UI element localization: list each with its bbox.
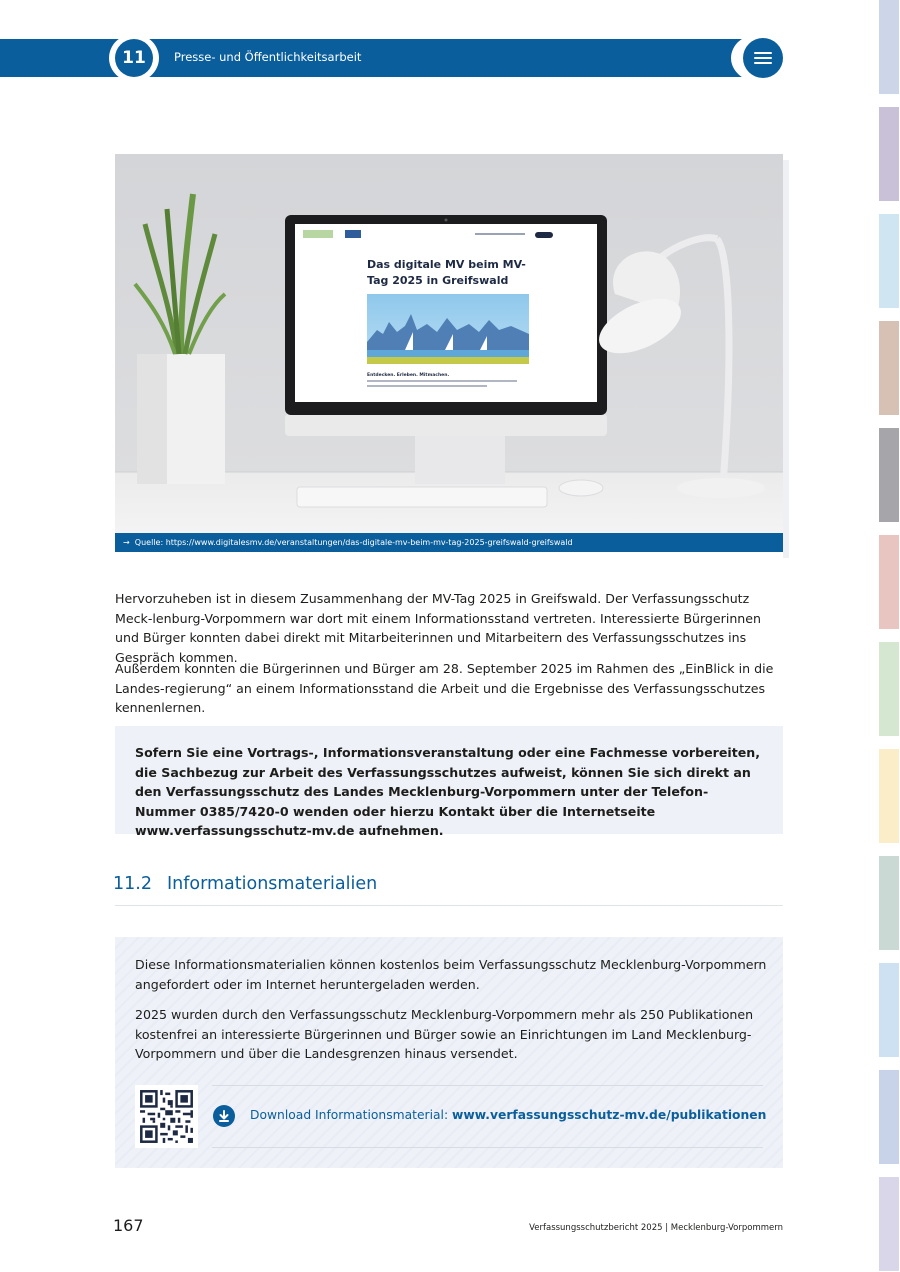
- chapter-tab-5[interactable]: [879, 428, 899, 522]
- chapter-tab-3[interactable]: [879, 214, 899, 308]
- figure-caption: [115, 533, 783, 552]
- qr-code-icon[interactable]: [135, 1085, 198, 1148]
- section-divider: [115, 905, 783, 906]
- page-number: 167: [113, 1216, 144, 1235]
- download-arrow-graphic: [213, 1105, 235, 1127]
- section-title: Informationsmaterialien: [167, 874, 378, 894]
- body-paragraph-1: Hervorzuheben ist in diesem Zusammenhang der MV-Tag 2025 in Greifswald. Der Verfassungsschutz Meck-lenburg-Vorpommern war dort mit einem Informationsstand vertreten. Interessierte Bürgerinnen und Bürger konnten dabei direkt mit Mitarbeiterinnen und Mitarbeitern des Verfassungsschutzes ins Gespräch kommen.: [115, 591, 762, 665]
- contact-info-box: [115, 726, 783, 838]
- download-line: [250, 1108, 766, 1122]
- figure-source-link[interactable]: Quelle: https://www.digitalesmv.de/veranstaltungen/das-digitale-mv-beim-mv-tag-2025-greifswald-greifswald: [134, 538, 573, 547]
- screen-subheading: Entdecken. Erleben. Mitmachen.: [367, 373, 450, 378]
- chapter-color-tabs: [879, 0, 899, 1272]
- figure-shadow: [783, 160, 789, 558]
- materials-paragraph-1: Diese Informationsmaterialien können kostenlos beim Verfassungsschutz Mecklenburg-Vorpommern angefordert oder im Internet heruntergeladen werden.: [135, 957, 767, 992]
- download-top-divider: [212, 1085, 763, 1086]
- chapter-tab-12[interactable]: [879, 1177, 899, 1271]
- chapter-tab-4[interactable]: [879, 321, 899, 415]
- chapter-tab-9[interactable]: [879, 856, 899, 950]
- chapter-tab-10[interactable]: [879, 963, 899, 1057]
- hamburger-menu-icon: [754, 57, 772, 59]
- qr-code-graphic: [135, 1085, 198, 1148]
- chapter-tab-2[interactable]: [879, 107, 899, 201]
- download-label: Download Informationsmaterial:: [250, 1108, 452, 1122]
- chapter-number: 11: [115, 39, 153, 77]
- hamburger-menu-icon: [754, 62, 772, 64]
- hamburger-menu-icon: [754, 52, 772, 54]
- chapter-tab-7[interactable]: [879, 642, 899, 736]
- chapter-tab-1[interactable]: [879, 0, 899, 94]
- screen-title-line2: Tag 2025 in Greifswald: [367, 274, 509, 287]
- materials-paragraph-2: 2025 wurden durch den Verfassungsschutz Mecklenburg-Vorpommern mehr als 250 Publikationen kostenfrei an interessierte Bürgerinnen und Bürger sowie an Einrichtungen im Land Mecklenburg-Vorpommern und über die Landesgrenzen hinaus versendet.: [135, 1007, 754, 1061]
- keyboard-illustration: [297, 487, 547, 507]
- screen-title-line1: Das digitale MV beim MV-: [367, 258, 526, 271]
- chapter-tab-11[interactable]: [879, 1070, 899, 1164]
- download-icon[interactable]: [213, 1105, 235, 1127]
- menu-button[interactable]: [743, 38, 783, 78]
- body-paragraph-2: Außerdem konnten die Bürgerinnen und Bürger am 28. September 2025 im Rahmen des „EinBlick in die Landes-regierung“ an einem Informationsstand die Arbeit und die Ergebnisse des Verfassungsschutzes kennenlernen.: [115, 661, 774, 715]
- chapter-tab-8[interactable]: [879, 749, 899, 843]
- section-number: 11.2: [113, 874, 152, 894]
- download-link[interactable]: www.verfassungsschutz-mv.de/publikationen: [452, 1108, 767, 1122]
- chapter-tab-6[interactable]: [879, 535, 899, 629]
- footer-publication-title: Verfassungsschutzbericht 2025 | Mecklenburg-Vorpommern: [529, 1223, 783, 1233]
- arrow-right-icon: →: [123, 538, 130, 547]
- mouse-illustration: [559, 480, 603, 496]
- materials-box: [115, 937, 783, 1168]
- chapter-title: Presse- und Öffentlichkeitsarbeit: [174, 50, 362, 64]
- desk-scene-illustration: [115, 154, 783, 552]
- contact-info-text: Sofern Sie eine Vortrags-, Informationsveranstaltung oder eine Fachmesse vorbereiten, die Sachbezug zur Arbeit des Verfassungsschutzes aufweist, können Sie sich direkt an den Verfassungsschutz des Landes Mecklenburg-Vorpommern unter der Telefon-Nummer 0385/7420-0 wenden oder hierzu Kontakt über die Internetseite www.verfassungsschutz-mv.de aufnehmen.: [135, 745, 761, 838]
- figure-photo: [115, 154, 783, 552]
- chapter-number-badge: [109, 34, 159, 82]
- download-bottom-divider: [212, 1147, 763, 1148]
